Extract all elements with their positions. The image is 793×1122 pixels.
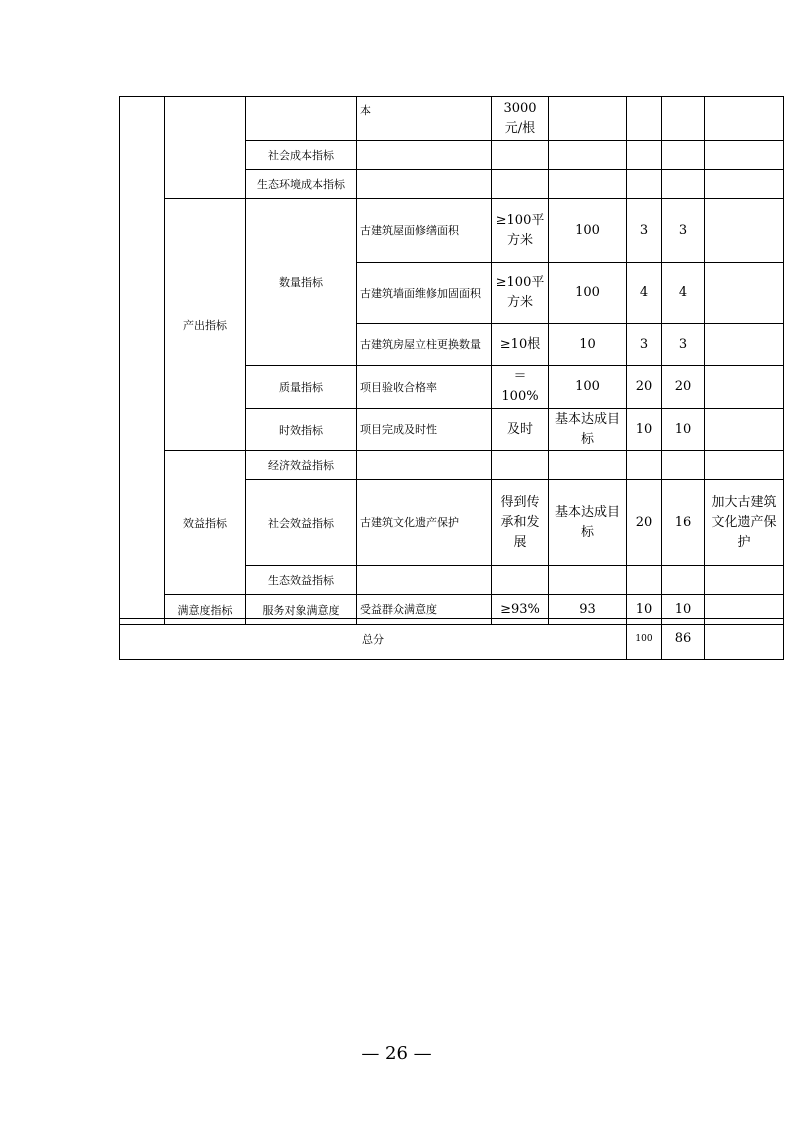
cost-score-cell: [662, 97, 705, 141]
cost-remark-cell: [705, 97, 784, 141]
empty-cell: [549, 141, 627, 170]
roof-repair-weight: 3: [627, 199, 662, 263]
eco-cost-indicator-label: 生态环境成本指标: [246, 170, 357, 199]
empty-cell: [705, 324, 784, 366]
page-number: — 26 —: [361, 1043, 432, 1064]
pillar-replace-score: 3: [662, 324, 705, 366]
total-weight: 100: [627, 619, 662, 660]
heritage-protection-remark: 加大古建筑文化遗产保护: [705, 480, 784, 566]
empty-cell: [627, 170, 662, 199]
empty-cell: [705, 566, 784, 595]
heritage-protection-score: 16: [662, 480, 705, 566]
empty-cell: [627, 566, 662, 595]
wall-repair-actual: 100: [549, 263, 627, 324]
public-satisfaction-score: 10: [662, 595, 705, 625]
completion-timeliness-weight: 10: [627, 409, 662, 451]
wall-repair-weight: 4: [627, 263, 662, 324]
quality-indicator-label: 质量指标: [246, 366, 357, 409]
completion-timeliness-actual: 基本达成目标: [549, 409, 627, 451]
acceptance-rate-indicator: 项目验收合格率: [357, 366, 492, 409]
completion-timeliness-indicator: 项目完成及时性: [357, 409, 492, 451]
timeliness-indicator-label: 时效指标: [246, 409, 357, 451]
outer-category-cell: [120, 97, 165, 625]
empty-cell: [357, 141, 492, 170]
wall-repair-score: 4: [662, 263, 705, 324]
completion-timeliness-target: 及时: [492, 409, 549, 451]
empty-cell: [627, 451, 662, 480]
empty-cell: [492, 566, 549, 595]
empty-cell: [705, 170, 784, 199]
acceptance-rate-actual: 100: [549, 366, 627, 409]
empty-cell: [492, 170, 549, 199]
satisfaction-indicator-label: 满意度指标: [165, 595, 246, 625]
output-indicator-label: 产出指标: [165, 199, 246, 451]
empty-cell: [705, 409, 784, 451]
roof-repair-indicator: 古建筑屋面修缮面积: [357, 199, 492, 263]
cost-level3-cell: [246, 97, 357, 141]
roof-repair-score: 3: [662, 199, 705, 263]
total-row: [119, 618, 784, 660]
heritage-protection-target: 得到传承和发展: [492, 480, 549, 566]
pillar-replace-weight: 3: [627, 324, 662, 366]
heritage-protection-indicator: 古建筑文化遗产保护: [357, 480, 492, 566]
economic-benefit-label: 经济效益指标: [246, 451, 357, 480]
empty-cell: [357, 451, 492, 480]
wall-repair-indicator: 古建筑墙面维修加固面积: [357, 263, 492, 324]
empty-cell: [549, 566, 627, 595]
public-satisfaction-target: ≥93%: [492, 595, 549, 625]
public-satisfaction-indicator: 受益群众满意度: [357, 595, 492, 625]
pillar-replace-target: ≥10根: [492, 324, 549, 366]
empty-cell: [662, 451, 705, 480]
cost-weight-cell: [627, 97, 662, 141]
service-satisfaction-label: 服务对象满意度: [246, 595, 357, 625]
public-satisfaction-actual: 93: [549, 595, 627, 625]
cost-level2-cell: [165, 97, 246, 199]
empty-cell: [705, 366, 784, 409]
empty-cell: [705, 263, 784, 324]
empty-cell: [549, 451, 627, 480]
heritage-protection-weight: 20: [627, 480, 662, 566]
empty-cell: [357, 566, 492, 595]
empty-cell: [705, 451, 784, 480]
social-cost-indicator-label: 社会成本指标: [246, 141, 357, 170]
total-score: 86: [662, 619, 705, 660]
acceptance-rate-weight: 20: [627, 366, 662, 409]
social-benefit-label: 社会效益指标: [246, 480, 357, 566]
ecological-benefit-label: 生态效益指标: [246, 566, 357, 595]
total-remark-cell: [705, 619, 784, 660]
pillar-replace-actual: 10: [549, 324, 627, 366]
empty-cell: [662, 566, 705, 595]
empty-cell: [705, 199, 784, 263]
benefit-indicator-label: 效益指标: [165, 451, 246, 595]
acceptance-rate-score: 20: [662, 366, 705, 409]
heritage-protection-actual: 基本达成目标: [549, 480, 627, 566]
cost-actual-cell: [549, 97, 627, 141]
acceptance-rate-target: ＝100%: [492, 366, 549, 409]
cost-indicator-cell: 本: [357, 97, 492, 141]
roof-repair-target: ≥100平方米: [492, 199, 549, 263]
empty-cell: [357, 170, 492, 199]
total-label: 总分: [120, 619, 627, 660]
roof-repair-actual: 100: [549, 199, 627, 263]
cost-target-cell: 3000元/根: [492, 97, 549, 141]
empty-cell: [492, 141, 549, 170]
empty-cell: [705, 141, 784, 170]
public-satisfaction-weight: 10: [627, 595, 662, 625]
quantity-indicator-label: 数量指标: [246, 199, 357, 366]
completion-timeliness-score: 10: [662, 409, 705, 451]
pillar-replace-indicator: 古建筑房屋立柱更换数量: [357, 324, 492, 366]
empty-cell: [549, 170, 627, 199]
performance-indicator-table: [119, 96, 784, 625]
empty-cell: [492, 451, 549, 480]
empty-cell: [662, 170, 705, 199]
wall-repair-target: ≥100平方米: [492, 263, 549, 324]
empty-cell: [627, 141, 662, 170]
empty-cell: [662, 141, 705, 170]
